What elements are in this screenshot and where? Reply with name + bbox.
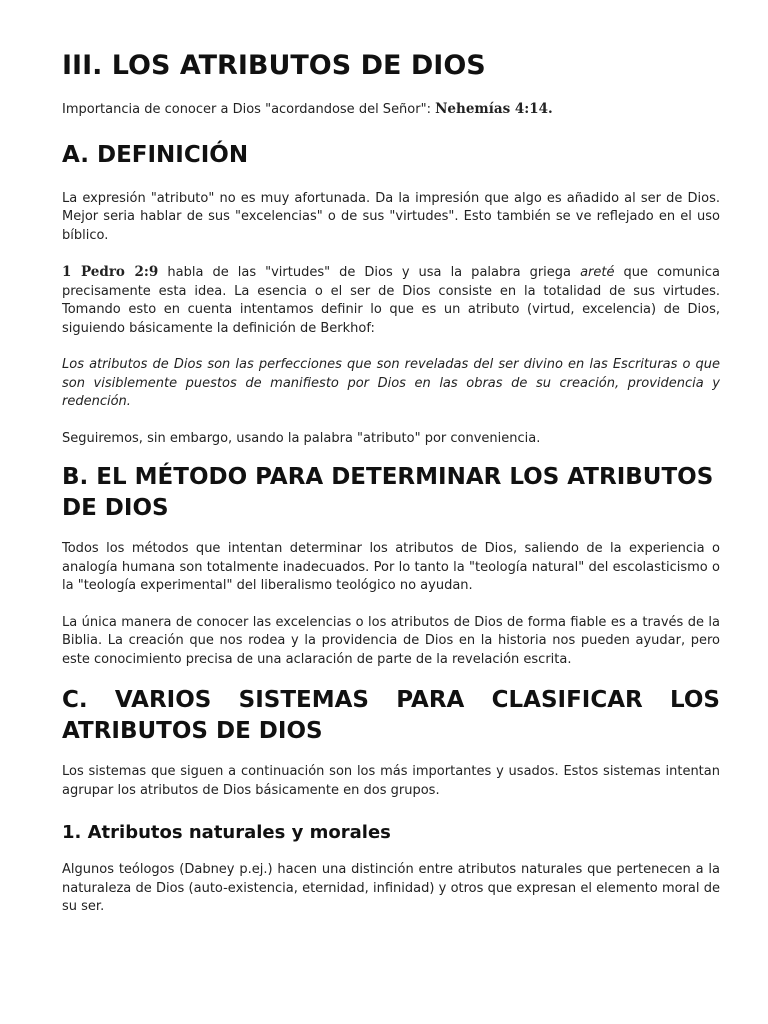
section-a-paragraph-2 <box>62 263 720 338</box>
subsection-1-paragraph: Algunos teólogos (Dabney p.ej.) hacen una distinción entre atributos naturales que pertenecen a la naturaleza de Dios (auto-existencia, eternidad, infinidad) y otros que expresan el elemento moral de su ser. <box>62 862 720 914</box>
intro-text: Importancia de conocer a Dios "acordandose del Señor": <box>62 102 436 117</box>
section-c-heading-line-1: C. VARIOS SISTEMAS PARA CLASIFICAR LOS <box>62 687 720 713</box>
document-page <box>62 0 720 917</box>
intro-paragraph <box>62 100 720 120</box>
section-b-paragraph-1: Todos los métodos que intentan determinar los atributos de Dios, saliendo de la experiencia o analogía humana son totalmente inadecuados. Por lo tanto la "teología natural" del escolasticismo o la "teología experimental" del liberalismo teológico no ayudan. <box>62 541 720 593</box>
section-b-heading <box>62 462 720 524</box>
section-b-paragraph-2: La única manera de conocer las excelencias o los atributos de Dios de forma fiable es a través de la Biblia. La creación que nos rodea y la providencia de Dios en la historia nos pueden ayudar, pero este conocimiento precisa de una aclaración de parte de la revelación escrita. <box>62 614 720 667</box>
page-title: III. LOS ATRIBUTOS DE DIOS <box>62 50 486 81</box>
section-a-paragraph-2-text-a: habla de las "virtudes" de Dios y usa la palabra griega <box>158 265 581 280</box>
section-a-paragraph-2-text-b: que comunica precisamente esta idea. La esencia o el ser de Dios consiste en la totalidad de sus virtudes. Tomando esto en cuenta intentamos definir lo que es un atributo (virtud, excelencia) de Dios, siguiendo básicamente la definición de Berkhof: <box>62 265 721 336</box>
section-c-paragraph-1: Los sistemas que siguen a continuación son los más importantes y usados. Estos sistemas intentan agrupar los atributos de Dios básicamente en dos grupos. <box>62 764 720 798</box>
greek-word: areté <box>580 265 615 280</box>
section-b-heading-line-1: B. EL MÉTODO PARA DETERMINAR LOS ATRIBUTOS <box>62 464 714 490</box>
berkhof-definition-quote: Los atributos de Dios son las perfecciones que son reveladas del ser divino en las Escrituras o que son visiblemente puestos de manifiesto por Dios en las obras de su creación, providencia y redención. <box>62 357 720 409</box>
intro-reference: Nehemías 4:14. <box>435 101 553 117</box>
scripture-reference: 1 Pedro 2:9 <box>62 264 159 280</box>
section-a-paragraph-3: Seguiremos, sin embargo, usando la palabra "atributo" por conveniencia. <box>62 430 541 446</box>
section-a-heading: A. DEFINICIÓN <box>62 141 249 168</box>
section-c-heading <box>62 685 720 747</box>
subsection-1-heading: 1. Atributos naturales y morales <box>62 822 391 843</box>
section-b-heading-line-2: DE DIOS <box>62 495 169 521</box>
section-c-heading-line-2: ATRIBUTOS DE DIOS <box>62 718 323 744</box>
section-a-paragraph-1: La expresión "atributo" no es muy afortunada. Da la impresión que algo es añadido al ser de Dios. Mejor seria hablar de sus "excelencias" o de sus "virtudes". Esto también se ve reflejado en el uso bíblico. <box>62 190 720 243</box>
